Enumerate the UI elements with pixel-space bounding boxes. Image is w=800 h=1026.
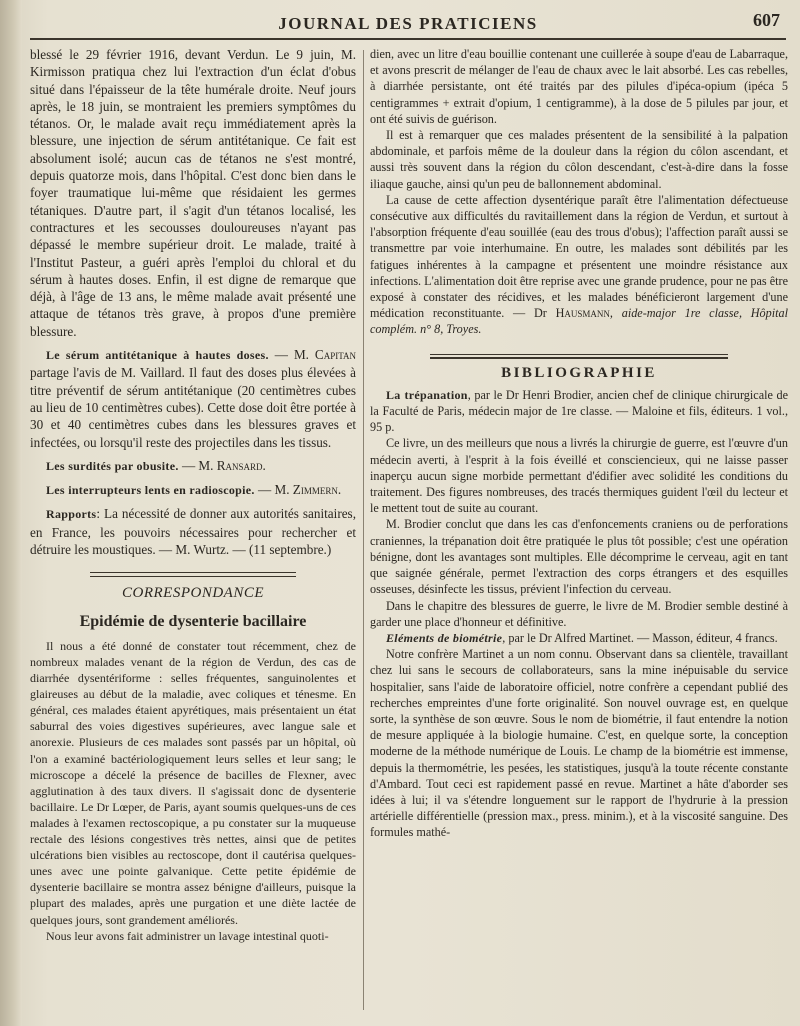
section-body: partage l'avis de M. Vaillard. Il faut des doses plus élevées à titre préventif de sérum antitétanique (20 centimètres cubes au lieu de 10 centimètres cubes). Cette dose doit être portée à 30 et 40 centimètres cubes dans les blessures graves et infectées, ou lorsqu'il reste des projectiles dans les tissus. [30,365,356,450]
author-role: , aide-major 1re classe, Hôpital complém. n° 8, Troyes. [370,306,788,337]
article-paragraph: dien, avec un litre d'eau bouillie contenant une cuillerée à soupe d'eau de Labarraque, et avons prescrit de mélanger de l'eau de chaux avec le lait absorbé. Les cas rebelles, à diarrhée persistante, ont été traités par des pilules d'ipéca-opium (ipéca 5 centigrammes + extrait d'opium, 1 centigramme), à la dose de 5 pilules par jour, et ont été suivis de guérison. [370,47,788,126]
article-paragraph: Il nous a été donné de constater tout récemment, chez de nombreux malades venant de la région de Verdun, des cas de diarrhée dysentériforme : selles fréquentes, sanguinolentes et glaireuses au début de la maladie, avec coliques et ténesme. En général, ces malades étaient apyrétiques, mais présentaient un état saburral des voies digestives supérieures, avec langue sale et anorexie. Plusieurs de ces malades sont passés par un hôpital, où l'on a examiné bactériologiquement leurs selles et leur sang; le microscope a décelé la présence de bacilles de Flexner, avec agglutination à des taux divers. Il s'agissait donc de dysenterie bacillaire. Le Dr Lœper, de Paris, ayant soumis quelques-uns de ces malades à l'examen rectoscopique, a pu constater sur la muqueuse rectale des lésions congestives très nettes, ainsi que de petites ulcérations bien visibles au rectoscope, dont il cautérisa quelques-unes avec une pointe galvanique. Cette petite épidémie de dysenterie bacillaire se montra assez bénigne d'ailleurs, puisque la plupart des malades, après une purgation et une diète lactée de quelques jours, sont grandement améliorés. [30,638,356,927]
page-header [30,8,786,40]
article-paragraph: Il est à remarquer que ces malades présentent de la sensibilité à la palpation abdominale, et parfois même de la douleur dans la région du côlon ascendant, et aussi très souvent dans la région du côlon descendant, c'est-à-dire dans la fosse iliaque gauche, ainsi qu'un peu de ballonnement abdominal. [370,128,788,191]
section-heading: Rapports [46,507,97,522]
review-paragraph: Dans le chapitre des blessures de guerre, le livre de M. Brodier semble destiné à garder une place d'honneur et définitive. [370,598,788,629]
section-heading: Les interrupteurs lents en radioscopie. [46,483,255,498]
section-surdites: Les surdités par obusite. — M. Ransard. [46,457,266,473]
bibliography-entry [370,630,788,646]
bibliography-entry [370,387,788,436]
article-author: Hausmann [555,306,610,321]
column-divider [363,50,364,1010]
divider-rule [90,572,296,573]
book-meta: , par le Dr Henri Brodier, ancien chef de clinique chirurgicale de la Faculté de Paris, médecin major de 1re classe. — Maloine et fils, éditeurs. 1 vol., 95 p. [370,387,788,435]
book-meta: , par le Dr Alfred Martinet. — Masson, éditeur, 4 francs. [502,630,778,645]
page-number: 607 [753,10,780,30]
divider-rule [430,354,728,355]
section-body: : La nécessité de donner aux autorités sanitaires, en France, les pouvoirs nécessaires pour rechercher et détruire les moustiques. — M. Wurtz. — (11 septembre.) [30,506,356,558]
review-paragraph: Ce livre, un des meilleurs que nous a livrés la chirurgie de guerre, est l'œuvre d'un médecin averti, à l'esprit à la fois éveillé et consciencieux, qui ne laisse passer inaperçu aucun signe morbide permettant d'édifier avec solidité les conditions du traitement. Des figures nombreuses, des tracés thermiques guident l'œil du lecteur et le mettent tout de suite au courant. [370,436,788,516]
article-paragraph [370,192,788,338]
article-title: Epidémie de dysenterie bacillaire [79,612,307,630]
book-title: Eléments de biométrie [386,630,503,645]
page-binding-shadow [0,0,22,1026]
bibliographie-heading: BIBLIOGRAPHIE [501,364,657,381]
section-author: M. Zimmern. [274,482,342,498]
divider-rule [90,576,296,577]
section-serum: Le sérum antitétanique à hautes doses. — M. Capitan partage l'avis de M. Vaillard. Il faut des doses plus élevées à titre préventif de sérum antitétanique (20 centimètres cubes au lieu de 10 centimètres cubes). Cette dose doit être portée à 30 et 40 centimètres cubes dans les blessures graves et infectées, ou lorsqu'il reste des projectiles dans les tissus. [30,347,357,450]
paragraph-tetanos-case: blessé le 29 février 1916, devant Verdun. Le 9 juin, M. Kirmisson pratiqua chez lui l'extraction d'un éclat d'obus situé dans l'épaisseur de la tête humérale droite. Neuf jours après, le 18 juin, se montraient les premiers symptômes du tétanos. Or, le malade avait reçu immédiatement après la blessure, une injection de sérum antitétanique. Ce fait est absolument isolé; aucun cas de tétanos ne s'est montré, depuis quatorze mois, dans l'hôpital. C'est donc bien dans le foyer traumatique lui-même que résidaient les germes tétaniques. D'autre part, il s'agit d'un tétanos localisé, les contractures et les secousses douloureuses n'ayant pas dépassé le membre supérieur droit. Le malade, traité à l'Institut Pasteur, a guéri après l'emploi du chloral et du sérum à hautes doses. Enfin, il est digne de remarque que déjà, à l'âge de 13 ans, le même malade avait présenté une attaque de tétanos très grave, à propos d'une première blessure. [30,47,356,339]
section-author: M. Capitan [293,347,357,363]
book-title: La trépanation [386,387,468,402]
section-heading: Le sérum antitétanique à hautes doses. [46,348,269,363]
section-interrupteurs: Les interrupteurs lents en radioscopie. — M. Zimmern. [46,482,342,498]
correspondance-heading: CORRESPONDANCE [122,585,264,602]
review-paragraph: Notre confrère Martinet a un nom connu. Observant dans sa clientèle, travaillant chez lui sans le secours de collaborateurs, sans la mine inépuisable du service hospitalier, sans l'aide de laboratoire officiel, notre confrère a cependant publié des recherches empreintes d'une forte originalité. Son nouvel ouvrage est, en quelque sorte, la synthèse de son œuvre. Sous le nom de biométrie, il faut entendre la notion de mesure appliquée à la biologie humaine. C'est, en quelque sorte, la conception moderne de la méthode numérique de Louis. Le champ de la biométrie est immense, depuis la thermométrie, les pesées, les statistiques, jusqu'à la toute récente constante d'Ambard. Tout ceci est rapidement passé en revue. Martinet a hâte d'aborder ses idées à lui; il va s'étendre longuement sur le rapport de l'hydrurie à la pression artérielle différentielle (pression max., press. minim.), et à la viscosité sanguine. Des formules mathé- [370,647,788,840]
section-heading: Les surdités par obusite. [46,458,179,473]
section-rapports [30,505,356,558]
review-paragraph: M. Brodier conclut que dans les cas d'enfoncements craniens ou de perforations craniennes, la trépanation doit être pratiquée le plus tôt possible; c'est une opération bénigne, dont les avantages sont multiples. Elle décomprime le cerveau, agit en tant que saignée générale, permet l'extraction des corps étrangers et des esquilles osseuses, désinfecte les tissus, prévient l'infection du cerveau. [370,517,788,597]
section-author: M. Ransard. [198,457,266,473]
divider-rule [430,357,728,359]
right-column [370,46,788,841]
article-paragraph: Nous leur avons fait administrer un lavage intestinal quoti- [46,928,329,943]
paragraph-text: La cause de cette affection dysentérique paraît être l'alimentation défectueuse consécutive aux difficultés du ravitaillement dans la région de Verdun, et surtout à l'absorption fréquente d'eau souillée (eau des trous d'obus); l'affection paraît aussi se transmettre par voie interhumaine. En outre, les malades sont débilités par les fatigues inhérentes à la campagne et présentent une moindre résistance aux infections. L'alimentation doit être reprise avec une grande prudence, pour ne pas être exposé à constater des récidives, et les malades bénéficieront largement d'une médication reconstituante. — Dr [370,192,788,321]
left-column [30,46,356,944]
journal-title: JOURNAL DES PRATICIENS [278,14,538,33]
